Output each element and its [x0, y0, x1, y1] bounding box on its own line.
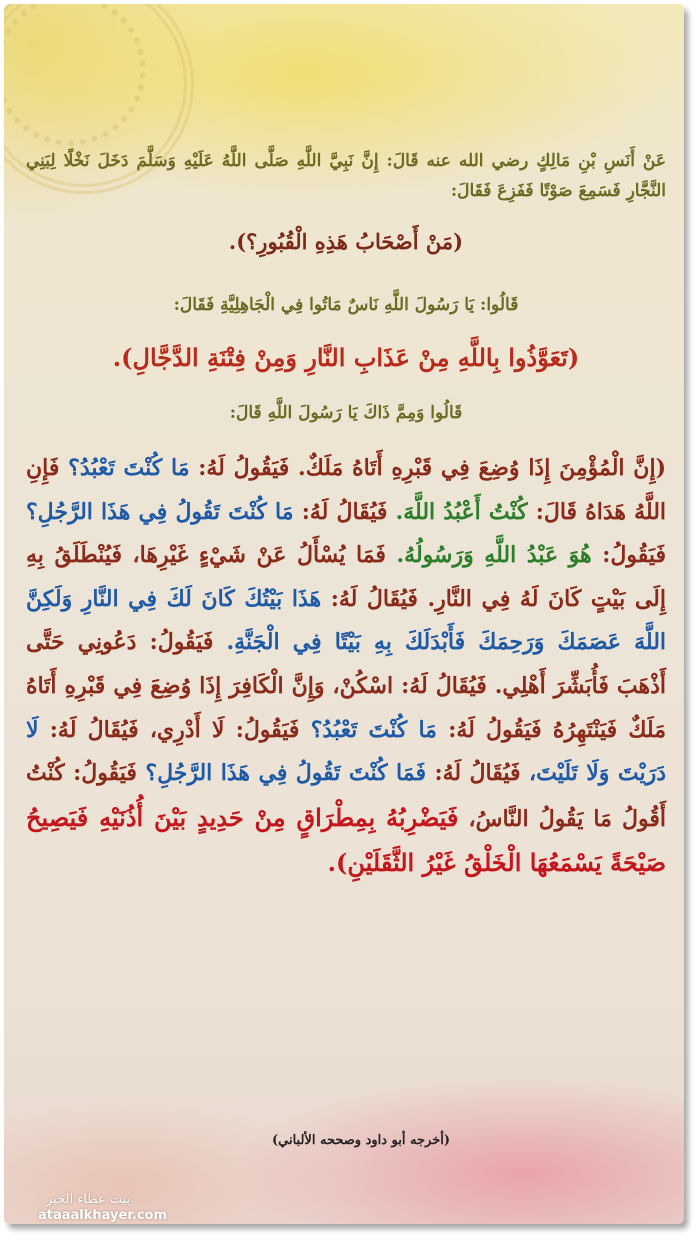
hadith-segment: فَإِنِ اللَّهُ هَدَاهُ قَالَ: [26, 455, 667, 525]
hadith-segment: فَيُقَالُ لَهُ: [293, 498, 388, 525]
hadith-segment: مَا كُنْتَ تَقُولُ فِي هَذَا الرَّجُلِ؟ [26, 498, 294, 525]
hadith-segment: فَمَا يُسْأَلُ عَنْ شَيْءٍ غَيْرِهَا، فَيُنْطَلَقُ بِهِ إِلَى بَيْتٍ كَانَ لَهُ فِي النَّارِ. فَيُقَالُ لَهُ: [26, 542, 666, 612]
hadith-segment: هَذَا بَيْتُكَ كَانَ لَكَ فِي النَّارِ وَلَكِنَّ اللَّهَ عَصَمَكَ وَرَحِمَكَ فَأَبْدَلَكَ بِهِ بَيْتًا فِي الْجَنَّةِ. [26, 585, 667, 656]
source-reference: (أخرجه أبو داود وصححه الألباني) [271, 1133, 451, 1148]
hadith-segment: كُنْتُ أَعْبُدُ اللَّهَ. [387, 498, 528, 525]
hadith-segment: هُوَ عَبْدُ اللَّهِ وَرَسُولُهُ. [385, 542, 592, 569]
hadith-segment: فَيَقُولُ: دَعُونِي حَتَّى أَذْهَبَ فَأُبَشِّرَ أَهْلِي. فَيُقَالُ لَهُ: اسْكُنْ، وَإِنَّ الْكَافِرَ إِذَا وُضِعَ فِي قَبْرِهِ أَتَاهُ مَلَكٌ فَيَنْتَهِرُهُ فَيَقُولُ لَهُ: [26, 629, 666, 743]
hadith-segment: فَمَا كُنْتَ تَقُولُ فِي هَذَا الرَّجُلِ؟ [136, 760, 426, 787]
hadith-segment: مَا كُنْتَ تَعْبُدُ؟ [59, 455, 190, 481]
hadith-segment: فَيَقُولُ: كُنْتُ أَقُولُ مَا يَقُولُ النَّاسُ، [26, 760, 666, 832]
prophet-instruction: (تَعَوَّذُوا بِاللَّهِ مِنْ عَذَابِ النَّارِ وَمِنْ فِتْنَةِ الدَّجَّالِ). [112, 343, 580, 372]
site-url[interactable]: ataaalkhayer.com [38, 1208, 168, 1223]
prophet-question: (مَنْ أَصْحَابُ هَذِهِ الْقُبُورِ؟). [228, 229, 464, 254]
hadith-segment: فَيَقُولُ: لَا أَدْرِي، فَيُقَالُ لَهُ: [38, 716, 300, 743]
hadith-segment: فَيُقَالُ لَهُ: [426, 760, 521, 787]
companions-question: قَالُوا وَمِمَّ ذَاكَ يَا رَسُولَ اللَّهِ قَالَ: [229, 403, 463, 423]
hadith-segment: فَيَضْرِبُهُ بِمِطْرَاقٍ مِنْ حَدِيدٍ بَيْنَ أُذُنَيْهِ فَيَصِيحُ صَيْحَةً يَسْمَعُهَا الْخَلْقُ غَيْرُ الثَّقَلَيْنِ). [26, 802, 666, 878]
hadith-segment: (إِنَّ الْمُؤْمِنَ إِذَا وُضِعَ فِي قَبْرِهِ أَتَاهُ مَلَكٌ. فَيَقُولُ لَهُ: [189, 455, 666, 481]
companions-reply: قَالُوا: يَا رَسُولَ اللَّهِ نَاسٌ مَاتُوا فِي الْجَاهِلِيَّةِ فَقَالَ: [173, 295, 519, 315]
hadith-body [26, 447, 666, 887]
hadith-segment: مَا كُنْتَ تَعْبُدُ؟ [299, 716, 437, 743]
hadith-segment: فَيَقُولُ: [591, 542, 666, 569]
hadith-segment: لَا دَرَيْتَ وَلَا تَلَيْتَ، [26, 716, 666, 787]
hadith-intro: عَنْ أَنَسِ بْنِ مَالِكٍ رضي الله عنه قَالَ: إِنَّ نَبِيَّ اللَّهِ صَلَّى اللَّهُ عَلَيْهِ وَسَلَّمَ دَخَلَ نَخْلًا لِبَنِي النَّجَّارِ فَسَمِعَ صَوْتًا فَفَزِعَ فَقَالَ: [26, 151, 666, 201]
site-name: بيت عطاء الخير [46, 1192, 131, 1207]
page-card [4, 4, 684, 1224]
